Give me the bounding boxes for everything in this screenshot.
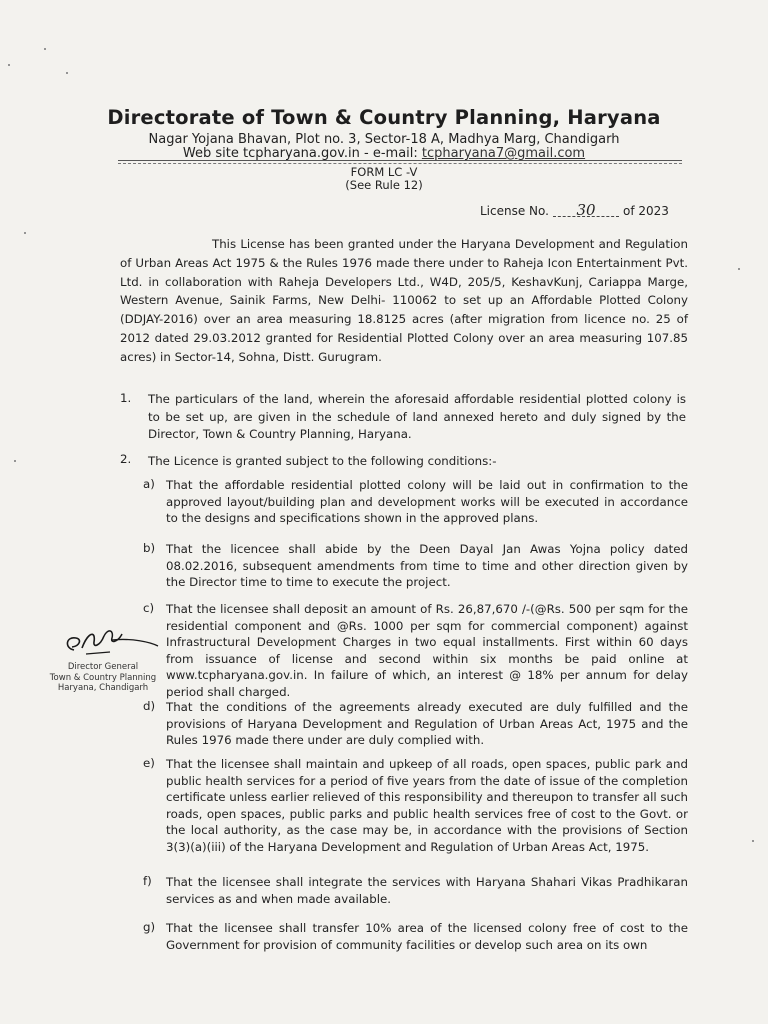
scan-speck — [66, 72, 68, 74]
condition-label: d) — [143, 699, 156, 713]
signature-block — [42, 620, 162, 710]
condition-text: That the licensee shall maintain and upkeep of all roads, open spaces, public park and public health services for a period of five years from the date of issue of the completion certificate unless earlier relieved of this responsibility and thereupon to transfer all such roads, open spaces, public parks and public health services free of cost to the Govt. or the local authority, as the case may be, in accordance with the provisions of Section 3(3)(a)(iii) of the Haryana Development and Regulation of Urban Areas Act, 1975. — [166, 757, 688, 854]
form-rule-reference: (See Rule 12) — [345, 178, 423, 192]
header-rule-dashed — [118, 163, 682, 164]
signatory-department: Town & Country Planning — [49, 672, 157, 683]
condition-label: f) — [143, 874, 152, 888]
scan-speck — [14, 460, 16, 462]
point-number: 1. — [120, 391, 132, 405]
scan-speck — [738, 268, 740, 270]
condition-text: That the licencee shall abide by the Deen Dayal Jan Awas Yojna policy dated 08.02.2016, subsequent amendments from time to time and other direction given by the Director time to time to execute the project. — [166, 542, 688, 589]
signatory-title: Director General — [67, 662, 139, 672]
signatory-designation — [48, 662, 158, 694]
condition-label: a) — [143, 477, 155, 491]
point-text: The Licence is granted subject to the following conditions:- — [148, 454, 497, 468]
scan-speck — [752, 840, 754, 842]
condition-text: That the licensee shall deposit an amount of Rs. 26,87,670 /-(@Rs. 500 per sqm for the residential component and @Rs. 1000 per sqm for commercial component) against Infrastructural Development Charges in two equal installments. First within 60 days from issuance of license and second within six months be paid online at www.tcpharyana.gov.in. In failure of which, an interest @ 18% per annum for delay period shall charged. — [166, 602, 688, 699]
document-title: Directorate of Town & Country Planning, Haryana — [107, 106, 661, 129]
condition-label: b) — [143, 541, 156, 555]
contact-line — [0, 146, 768, 161]
license-number: 30 — [553, 204, 619, 217]
condition-label: e) — [143, 756, 155, 770]
header-rule — [118, 160, 682, 161]
condition-text: That the licensee shall integrate the services with Haryana Shahari Vikas Pradhikaran services as and when made available. — [166, 875, 688, 906]
scan-speck — [24, 232, 26, 234]
condition-text: That the affordable residential plotted colony will be laid out in confirmation to the approved layout/building plan and development works will be executed in accordance to the designs and specifications shown in the approved plans. — [166, 478, 688, 525]
email-address: tcpharyana7@gmail.com — [421, 146, 586, 161]
condition-text: That the licensee shall transfer 10% area of the licensed colony free of cost to the Government for provision of community facilities or develop such area on its own — [166, 921, 688, 952]
intro-paragraph: This License has been granted under the Haryana Development and Regulation of Urban Areas Act 1975 & the Rules 1976 made there under to Raheja Icon Entertainment Pvt. Ltd. in collaboration with Raheja Developers Ltd., W4D, 205/5, KeshavKunj, Cariappa Marge, Western Avenue, Sainik Farms, New Delhi- 110062 to set up an Affordable Plotted Colony (DDJAY-2016) over an area measuring 18.8125 acres (after migration from licence no. 25 of 2012 dated 29.03.2012 granted for Residential Plotted Colony over an area measuring 107.85 acres) in Sector-14, Sohna, Distt. Gurugram. — [120, 237, 688, 364]
license-label: License No. — [480, 204, 549, 218]
scan-speck — [8, 64, 10, 66]
office-address: Nagar Yojana Bhavan, Plot no. 3, Sector-18 A, Madhya Marg, Chandigarh — [148, 132, 620, 147]
license-number-line — [480, 201, 669, 219]
condition-label: c) — [143, 601, 155, 615]
handwritten-signature — [52, 620, 162, 664]
point-text: The particulars of the land, wherein the aforesaid affordable residential plotted colony is to be set up, are given in the schedule of land annexed hereto and duly signed by the Director, Town & Country Planning, Haryana. — [148, 392, 686, 441]
scan-speck — [44, 48, 46, 50]
point-number: 2. — [120, 452, 132, 466]
license-year: of 2023 — [622, 204, 669, 218]
signatory-location: Haryana, Chandigarh — [57, 683, 149, 693]
website-label: Web site tcpharyana.gov.in - e-mail: — [182, 146, 422, 161]
condition-label: g) — [143, 920, 156, 934]
condition-text: That the conditions of the agreements already executed are duly fulfilled and the provisions of Haryana Development and Regulation of Urban Areas Act, 1975 and the Rules 1976 made there under are duly complied with. — [166, 700, 688, 747]
form-number: FORM LC -V — [350, 165, 418, 179]
